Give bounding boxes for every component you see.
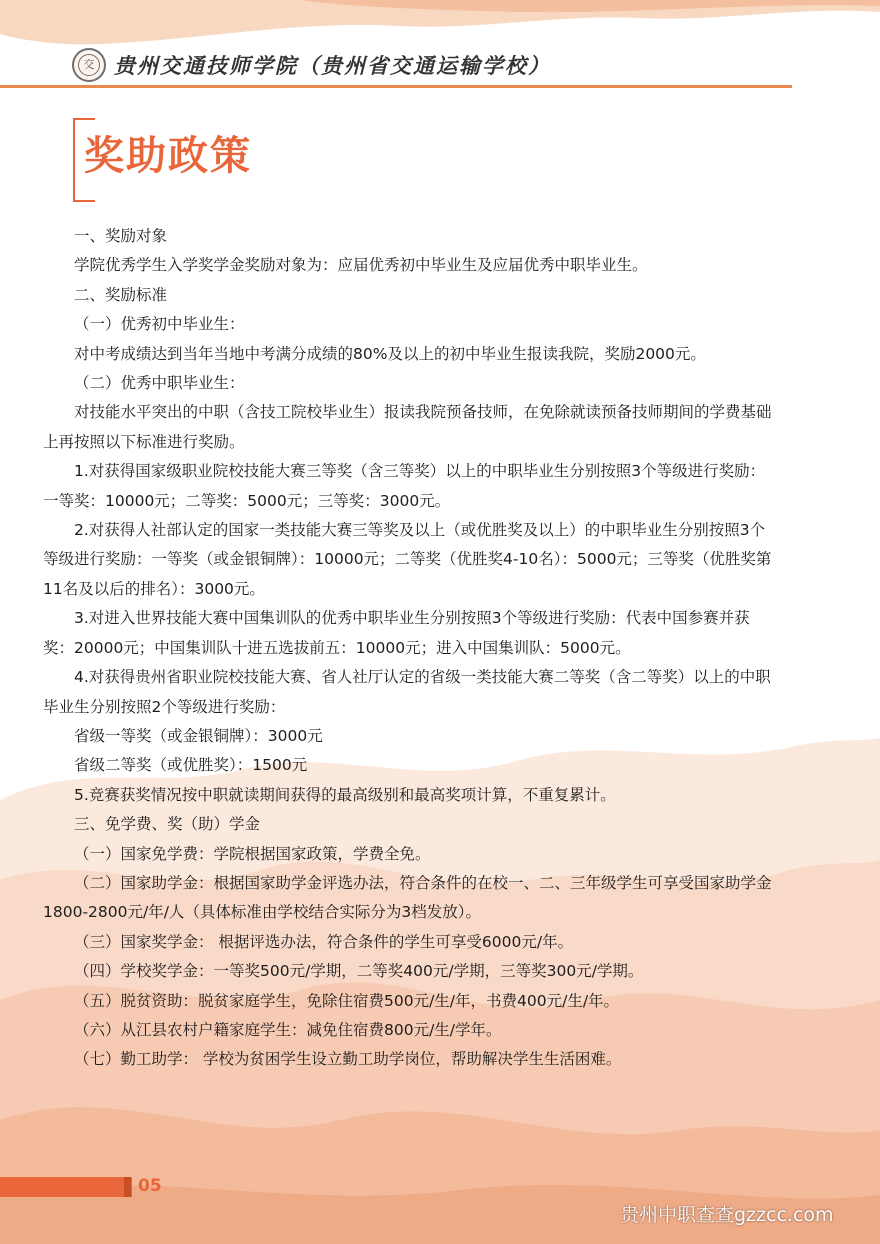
paragraph: 学院优秀学生入学奖学金奖励对象为：应届优秀初中毕业生及应届优秀中职毕业生。 [74, 256, 648, 275]
school-name: 贵州交通技师学院（贵州省交通运输学校） [114, 53, 551, 78]
watermark: 贵州中职查查gzzcc.com [620, 1204, 834, 1226]
paragraph: 1.对获得国家级职业院校技能大赛三等奖（含三等奖）以上的中职毕业生分别按照3个等级进行奖励：一等奖：10000元；二等奖：5000元；三等奖：3000元。 [43, 462, 766, 510]
page-header [0, 0, 880, 100]
footer-bar-accent [124, 1177, 131, 1197]
header-divider [0, 85, 792, 88]
paragraph: （七）勤工助学： 学校为贫困学生设立勤工助学岗位，帮助解决学生生活困难。 [74, 1050, 622, 1069]
footer-bar [0, 1177, 132, 1197]
paragraph: 省级二等奖（或优胜奖）：1500元 [74, 756, 308, 775]
subsection-heading: （一）优秀初中毕业生： [74, 315, 245, 334]
paragraph: （二）国家助学金：根据国家助学金评选办法，符合条件的在校一、二、三年级学生可享受国家助学金1800-2800元/年/人（具体标准由学校结合实际分为3档发放）。 [43, 873, 772, 922]
paragraph: 对中考成绩达到当年当地中考满分成绩的80%及以上的初中毕业生报读我院，奖励2000元。 [74, 344, 706, 363]
logo-emblem-icon: 交 [78, 54, 100, 76]
paragraph: 省级一等奖（或金银铜牌）：3000元 [74, 726, 323, 745]
page-number: 05 [138, 1176, 162, 1196]
paragraph: （四）学校奖学金：一等奖500元/学期，二等奖400元/学期，三等奖300元/学期。 [74, 962, 644, 981]
school-logo [72, 48, 106, 82]
section-heading: 二、奖励标准 [74, 285, 168, 304]
paragraph: （六）从江县农村户籍家庭学生：减免住宿费800元/生/学年。 [74, 1020, 502, 1039]
section-heading: 三、免学费、奖（助）学金 [74, 815, 261, 834]
paragraph: 4.对获得贵州省职业院校技能大赛、省人社厅认定的省级一类技能大赛二等奖（含二等奖）以上的中职毕业生分别按照2个等级进行奖励： [43, 668, 771, 716]
paragraph: 对技能水平突出的中职（含技工院校毕业生）报读我院预备技师，在免除就读预备技师期间的学费基础上再按照以下标准进行奖励。 [43, 403, 772, 451]
paragraph: （五）脱贫资助：脱贫家庭学生，免除住宿费500元/生/年，书费400元/生/年。 [74, 991, 620, 1010]
paragraph: （一）国家免学费：学院根据国家政策，学费全免。 [74, 844, 431, 863]
paragraph: （三）国家奖学金： 根据评选办法，符合条件的学生可享受6000元/年。 [74, 932, 574, 951]
paragraph: 2.对获得人社部认定的国家一类技能大赛三等奖及以上（或优胜奖及以上）的中职毕业生分别按照3个等级进行奖励：一等奖（或金银铜牌）：10000元；二等奖（优胜奖4-10名）：5000元；三等奖（优胜奖第11名及以后的排名）：3000元。 [43, 521, 772, 598]
paragraph: 5.竞赛获奖情况按中职就读期间获得的最高级别和最高奖项计算，不重复累计。 [74, 785, 616, 804]
section-heading: 一、奖励对象 [74, 227, 168, 245]
page-title: 奖助政策 [84, 133, 252, 179]
subsection-heading: （二）优秀中职毕业生： [74, 374, 245, 393]
policy-content [43, 222, 775, 1075]
paragraph: 3.对进入世界技能大赛中国集训队的优秀中职毕业生分别按照3个等级进行奖励：代表中国参赛并获奖：20000元；中国集训队十进五选拔前五：10000元；进入中国集训队：5000元。 [43, 609, 750, 657]
